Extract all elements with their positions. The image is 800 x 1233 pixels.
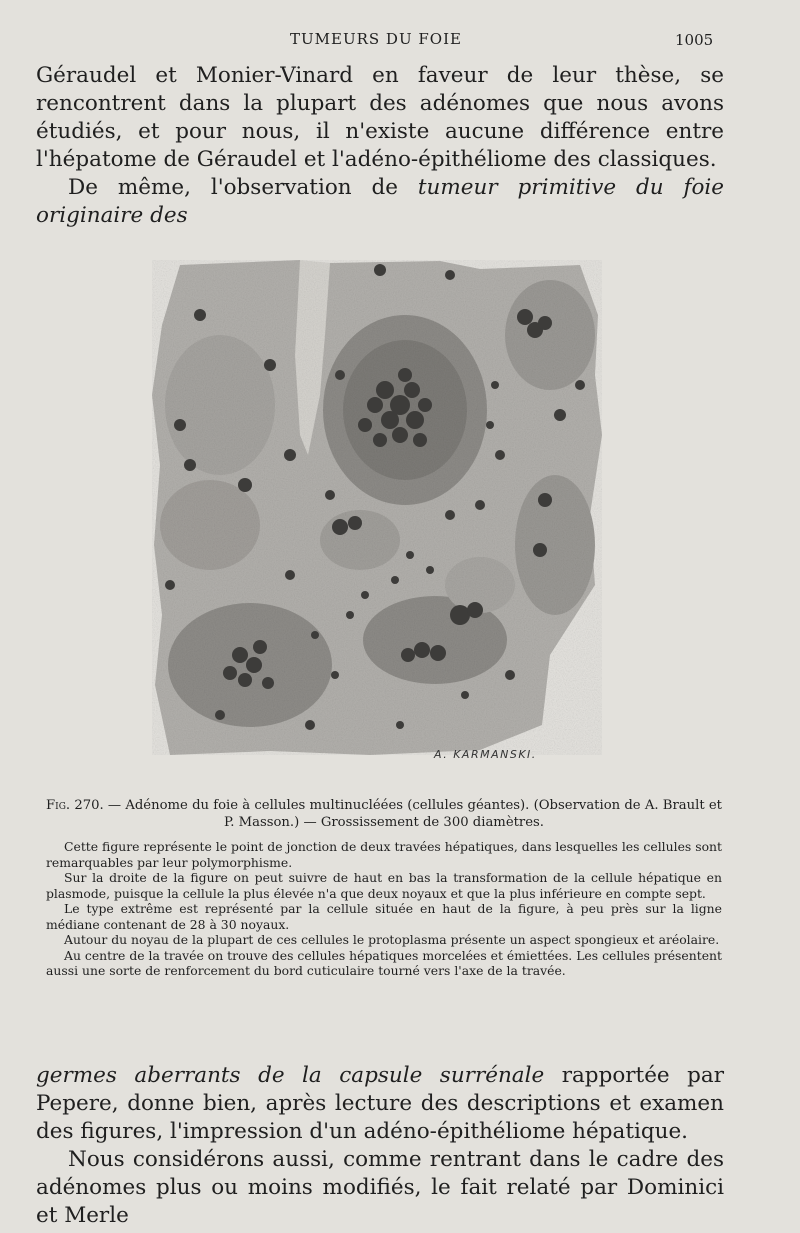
running-head <box>0 30 800 52</box>
paragraph: Nous considérons aussi, comme rentrant dans le cadre des adénomes plus ou moins modifiés, le fait relaté par Dominici et Merle <box>36 1147 724 1228</box>
text-run: De même, l'observation de <box>68 175 418 200</box>
paragraph <box>36 1062 724 1146</box>
italic-text: germes aberrants de la capsule surrénale <box>36 1063 545 1088</box>
histology-illustration <box>150 255 605 760</box>
text-run: rapportée par Pepere, donne bien, après lecture des descriptions et examen des figures, l'impression d'un adéno-épithéliome hépatique. <box>36 1063 724 1144</box>
page-number: 1005 <box>675 31 714 49</box>
running-title: TUMEURS DU FOIE <box>290 30 462 48</box>
caption-note: Autour du noyau de la plupart de ces cellules le protoplasma présente un aspect spongieux et aréolaire. <box>64 932 720 947</box>
bottom-text-block <box>36 1062 724 1230</box>
caption-note: Cette figure représente le point de jonction de deux travées hépatiques, dans lesquelles les cellules sont remarquables par leur polymorphisme. <box>46 839 722 870</box>
figure-caption <box>46 797 722 979</box>
artist-signature: A. KARMANSKI. <box>434 748 537 761</box>
italic-text: tumeur primitive du foie originaire des <box>36 175 725 228</box>
figure-label: Fig. 270. <box>46 798 104 813</box>
caption-note: Au centre de la travée on trouve des cellules hépatiques morcelées et émiettées. Les cellules présentent aussi une sorte de renforcement du bord cuticulaire tourné vers l'axe de la travée. <box>46 947 722 978</box>
histology-figure <box>150 255 605 760</box>
caption-notes <box>46 839 722 979</box>
caption-title <box>46 797 722 831</box>
caption-note: Le type extrême est représenté par la cellule située en haut de la figure, à peu près sur la ligne médiane contenant de 28 à 30 noyaux. <box>46 901 722 932</box>
caption-title-text: — Adénome du foie à cellules multinucléées (cellules géantes). (Observation de A. Brault et P. Masson.) — Grossissement de 300 diamètres. <box>103 798 722 830</box>
caption-note: Sur la droite de la figure on peut suivre de haut en bas la transformation de la cellule hépatique en plasmode, puisque la cellule la plus élevée n'a que deux noyaux et que la plus inférieure en compte sept. <box>46 870 722 901</box>
paragraph: Géraudel et Monier-Vinard en faveur de leur thèse, se rencontrent dans la plupart des adénomes que nous avons étudiés, et pour nous, il n'existe aucune différence entre l'hépatome de Géraudel et l'adéno-épithéliome des classiques. <box>36 63 724 172</box>
paragraph <box>36 174 724 230</box>
top-text-block <box>36 62 724 230</box>
